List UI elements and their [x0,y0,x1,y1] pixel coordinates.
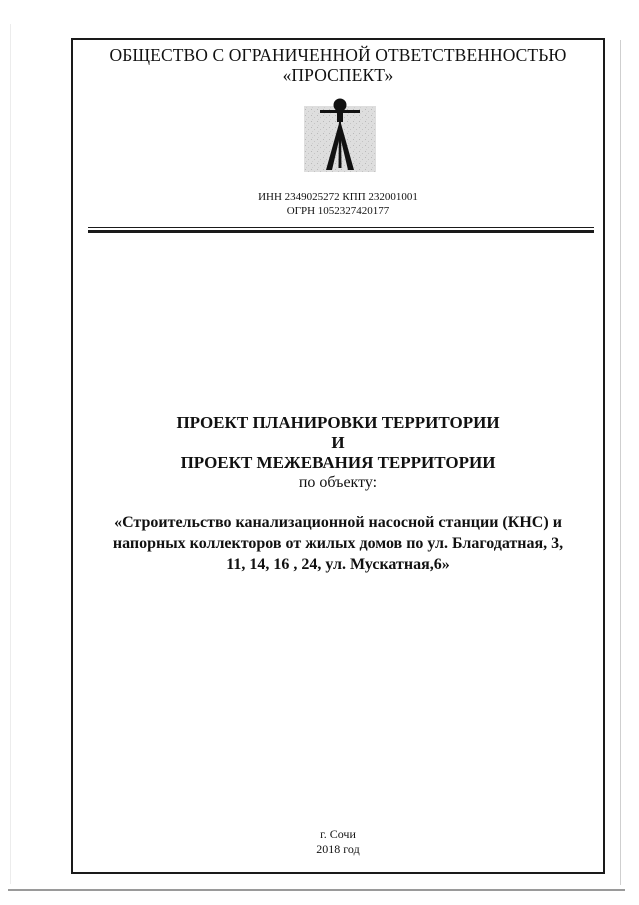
tripod-leg-center [339,122,342,168]
organization-name-line2: «ПРОСПЕКТ» [282,65,394,85]
registration-ogrn: ОГРН 1052327420177 [286,205,390,217]
title-conjunction: И [331,433,345,452]
organization-name-line1: ОБЩЕСТВО С ОГРАНИЧЕННОЙ ОТВЕТСТВЕННОСТЬЮ [109,45,567,65]
instrument-head [334,99,347,112]
scan-edge-bottom [8,889,625,891]
title-surveying-project: ПРОЕКТ МЕЖЕВАНИЯ ТЕРРИТОРИИ [180,453,496,472]
surveyor-tripod-logo-icon [304,96,376,172]
header-divider-thin [88,227,594,228]
object-name-line2: напорных коллекторов от жилых домов по ул. Благодатная, 3, [112,535,564,552]
header-divider-thick [88,230,594,233]
footer-city: г. Сочи [320,827,356,841]
scan-edge-left [10,24,11,884]
object-name-line3: 11, 14, 16 , 24, ул. Мускатная,6» [226,556,450,573]
title-planning-project: ПРОЕКТ ПЛАНИРОВКИ ТЕРРИТОРИИ [176,413,500,432]
scan-edge-right [620,40,621,885]
footer-year: 2018 год [316,842,360,856]
title-object-intro: по объекту: [298,474,378,491]
object-name-line1: «Строительство канализационной насосной станции (КНС) и [114,514,562,531]
registration-inn-kpp: ИНН 2349025272 КПП 232001001 [258,191,418,203]
